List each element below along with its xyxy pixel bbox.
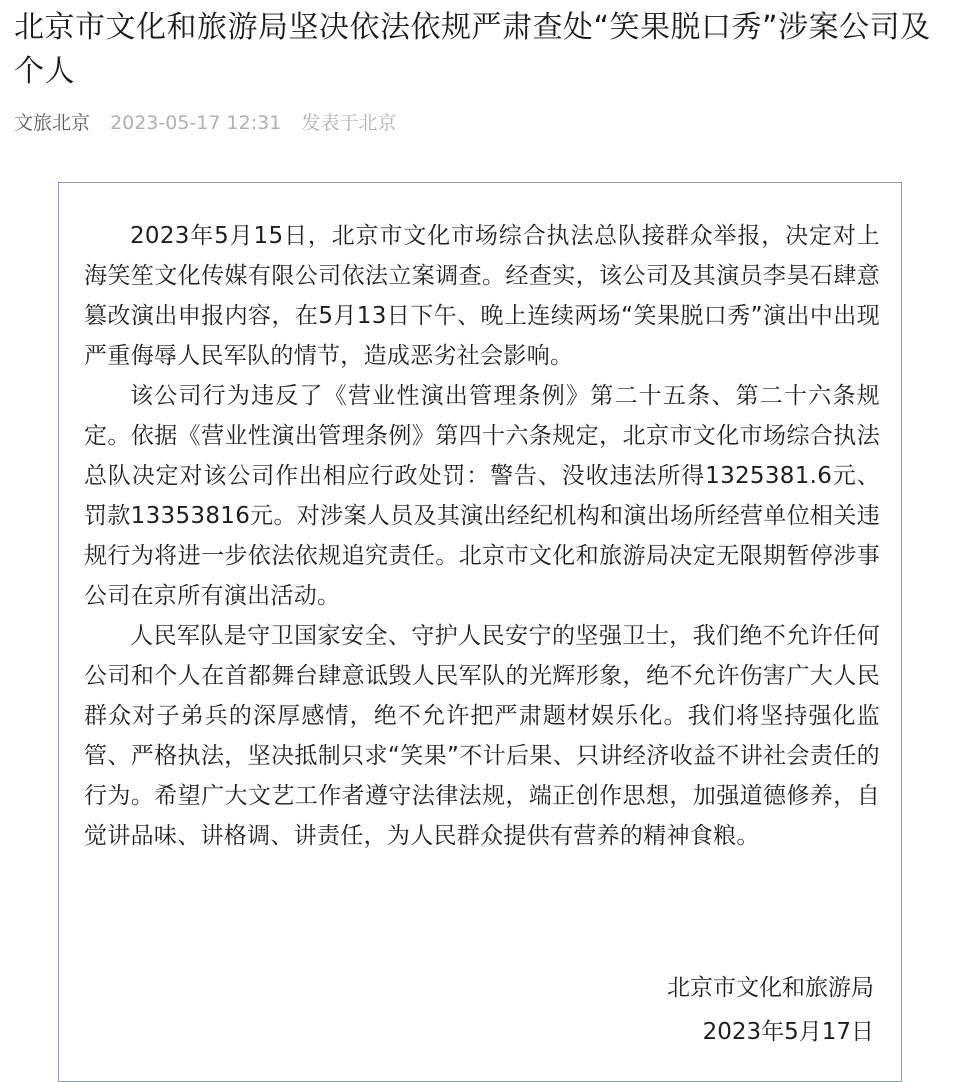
document-body (84, 216, 880, 856)
article-title: 北京市文化和旅游局坚决依法依规严肃查处“笑果脱口秀”涉案公司及个人 (14, 10, 931, 89)
publish-location: 发表于北京 (301, 112, 397, 134)
article-meta (14, 110, 410, 136)
document-paragraph-2: 该公司行为违反了《营业性演出管理条例》第二十五条、第二十六条规定。依据《营业性演出管理条例》第四十六条规定，北京市文化市场综合执法总队决定对该公司作出相应行政处罚：警告、没收违法所得1325381.6元、罚款13353816元。对涉案人员及其演出经纪机构和演出场所经营单位相关违规行为将进一步依法依规追究责任。北京市文化和旅游局决定无限期暂停涉事公司在京所有演出活动。 (84, 383, 880, 609)
signature-organization: 北京市文化和旅游局 (667, 975, 874, 1001)
publish-time: 2023-05-17 12:31 (110, 112, 282, 134)
source-account-link[interactable]: 文旅北京 (14, 112, 91, 134)
signature-date: 2023年5月17日 (702, 1019, 874, 1045)
document-paragraph-3: 人民军队是守卫国家安全、守护人民安宁的坚强卫士，我们绝不允许任何公司和个人在首都舞台肆意诋毁人民军队的光辉形象，绝不允许伤害广大人民群众对子弟兵的深厚感情，绝不允许把严肃题材娱乐化。我们将坚持强化监管、严格执法，坚决抵制只求“笑果”不计后果、只讲经济收益不讲社会责任的行为。希望广大文艺工作者遵守法律法规，端正创作思想，加强道德修养，自觉讲品味、讲格调、讲责任，为人民群众提供有营养的精神食粮。 (84, 623, 880, 849)
document-paragraph-1: 2023年5月15日，北京市文化市场综合执法总队接群众举报，决定对上海笑笙文化传媒有限公司依法立案调查。经查实，该公司及其演员李昊石肆意篡改演出申报内容，在5月13日下午、晚上连续两场“笑果脱口秀”演出中出现严重侮辱人民军队的情节，造成恶劣社会影响。 (84, 223, 880, 369)
